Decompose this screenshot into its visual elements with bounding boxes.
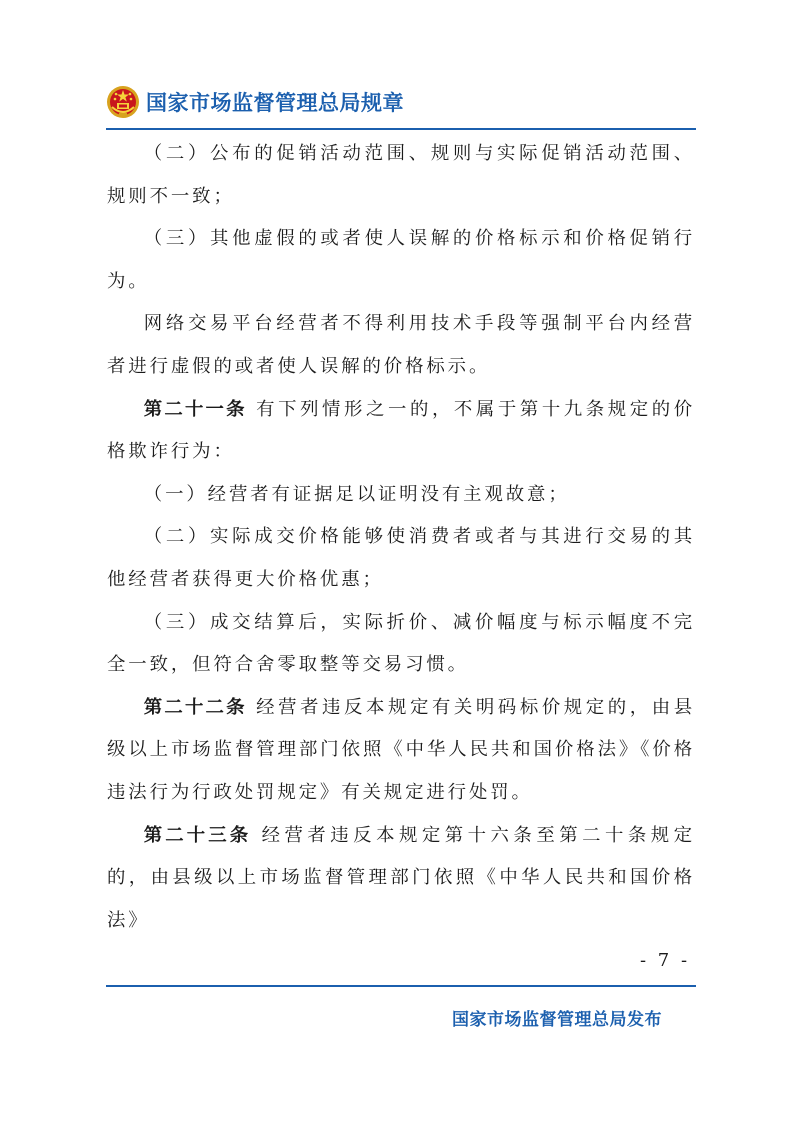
paragraph [107, 474, 695, 517]
page-header [106, 82, 404, 122]
article-number: 第二十一条 [143, 398, 247, 420]
paragraph [107, 602, 695, 687]
paragraph [107, 303, 695, 388]
paragraph-text: （三）其他虚假的或者使人误解的价格标示和价格促销行为。 [107, 228, 695, 292]
document-body [107, 133, 695, 942]
paragraph [107, 687, 695, 815]
paragraph [107, 389, 695, 474]
national-emblem-icon [106, 85, 140, 119]
header-title: 国家市场监督管理总局规章 [146, 91, 404, 115]
paragraph-text: （三）成交结算后，实际折价、减价幅度与标示幅度不完全一致，但符合舍零取整等交易习惯。 [107, 611, 695, 676]
paragraph-text: （二）公布的促销活动范围、规则与实际促销活动范围、规则不一致； [107, 143, 695, 207]
paragraph [107, 815, 695, 943]
paragraph-text: 经营者违反本规定有关明码标价规定的，由县级以上市场监督管理部门依照《中华人民共和国价格法》《价格违法行为行政处罚规定》有关规定进行处罚。 [107, 696, 695, 803]
paragraph-text: 网络交易平台经营者不得利用技术手段等强制平台内经营者进行虚假的或者使人误解的价格标示。 [107, 313, 695, 377]
paragraph [107, 218, 695, 303]
paragraph-text: 经营者违反本规定第十六条至第二十条规定的，由县级以上市场监督管理部门依照《中华人民共和国价格法》 [107, 824, 695, 931]
header-divider [106, 128, 696, 130]
paragraph-text: 有下列情形之一的，不属于第十九条规定的价格欺诈行为： [107, 398, 695, 463]
paragraph [107, 516, 695, 601]
footer-publisher: 国家市场监督管理总局发布 [452, 1010, 662, 1030]
footer-divider [106, 985, 696, 987]
article-number: 第二十三条 [143, 824, 252, 846]
article-number: 第二十二条 [143, 696, 247, 718]
page-number: - 7 - [640, 950, 691, 971]
paragraph-text: （一）经营者有证据足以证明没有主观故意； [143, 483, 570, 505]
paragraph-text: （二）实际成交价格能够使消费者或者与其进行交易的其他经营者获得更大价格优惠； [107, 526, 695, 590]
paragraph [107, 133, 695, 218]
